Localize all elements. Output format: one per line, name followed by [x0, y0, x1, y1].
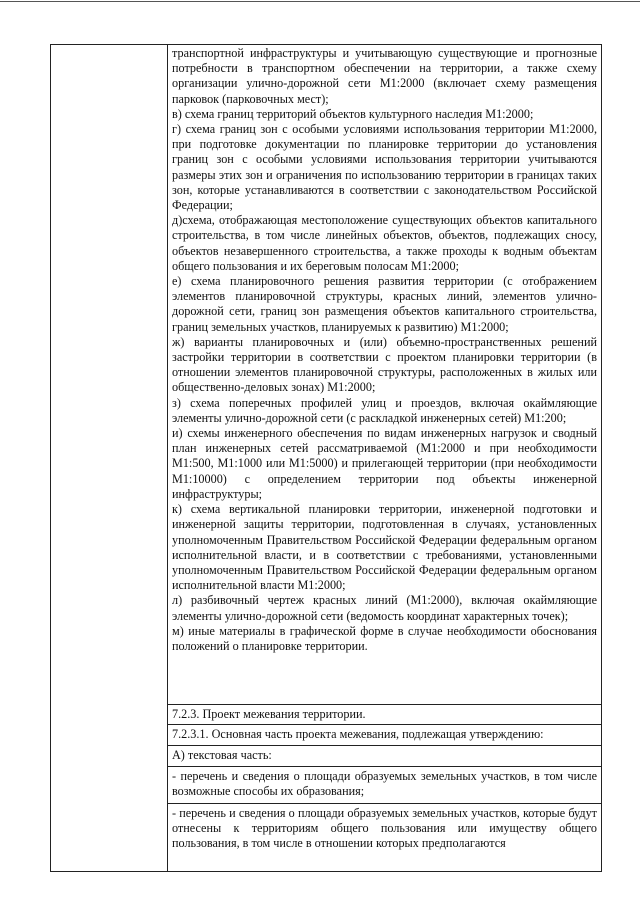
- list-item-cell: [168, 804, 601, 871]
- paragraph: и) схемы инженерного обеспечения по видам инженерных нагрузок и сводный план инженерных сетей рассматриваемой (М1:2000 и при необходимости М1:500, М1:1000 или М1:5000) и прилегающей территории (при необходимости М1:10000) с определением территории под объекты инженерной инфраструктуры;: [172, 426, 597, 501]
- list-item-cell: [168, 767, 601, 804]
- text-part-cell: [168, 746, 601, 767]
- paragraph: ж) варианты планировочных и (или) объемно-пространственных решений застройки территории в соответствии с проектом планировки территории (в отношении элементов планировочной структуры, расположенных в жилых или общественно-деловых зонах) М1:2000;: [172, 334, 597, 395]
- text-part-heading: А) текстовая часть:: [172, 748, 272, 762]
- list-item: - перечень и сведения о площади образуемых земельных участков, в том числе возможные способы их образования;: [172, 769, 597, 799]
- paragraph: г) схема границ зон с особыми условиями использования территории М1:2000, при подготовке документации по планировке территории до установления границ зон с особыми условиями использования территории учитываются размеры этих зон и ограничения по использованию территории в границах таких зон, которые устанавливаются в соответствии с законодательством Российской Федерации;: [172, 122, 597, 213]
- paragraph: д)схема, отображающая местоположение существующих объектов капитального строительства, в том числе линейных объектов, объектов, подлежащих сносу, объектов незавершенного строительства, а также проходы к водным объектам общего пользования и их береговым полосам М1:2000;: [172, 213, 597, 273]
- content-cell-graphics: [168, 45, 601, 705]
- subsection-heading-cell: [168, 725, 601, 746]
- paragraph: з) схема поперечных профилей улиц и проездов, включая окаймляющие элементы улично-дорожной сети (с раскладкой инженерных сетей) М1:200;: [172, 395, 597, 425]
- section-heading-cell: [168, 705, 601, 725]
- paragraph: м) иные материалы в графической форме в случае необходимости обоснования положений о планировке территории.: [172, 623, 597, 653]
- paragraph: е) схема планировочного решения развития территории (с отображением элементов планировочной структуры, красных линий, элементов улично-дорожной сети, границ зон размещения объектов капитального строительства, границ земельных участков, планируемых к развитию) М1:2000;: [172, 274, 597, 334]
- list-item: - перечень и сведения о площади образуемых земельных участков, которые будут отнесены к территориям общего пользования или имуществу общего пользования, в том числе в отношении которых предполагаются: [172, 806, 597, 851]
- paragraph: л) разбивочный чертеж красных линий (М1:2000), включая окаймляющие элементы улично-дорожной сети (ведомость координат характерных точек);: [172, 593, 597, 623]
- paragraph: к) схема вертикальной планировки территории, инженерной подготовки и инженерной защиты территории, подготовленная в случаях, установленных уполномоченным Правительством Российской Федерации федеральным органом исполнительной власти, и в соответствии с требованиями, установленными уполномоченным Правительством Российской Федерации федеральным органом исполнительной власти М1:2000;: [172, 502, 597, 593]
- paragraph: транспортной инфраструктуры и учитывающую существующие и прогнозные потребности в транспортном обеспечении на территории, а также схему организации улично-дорожной сети М1:2000 (включает схему размещения парковок (парковочных мест);: [172, 46, 597, 106]
- left-column: [51, 45, 168, 871]
- section-heading: 7.2.3. Проект межевания территории.: [172, 707, 366, 721]
- page-top-rule: [0, 1, 640, 2]
- right-column: [168, 45, 601, 871]
- paragraph: в) схема границ территорий объектов культурного наследия М1:2000;: [172, 106, 534, 121]
- document-table: [50, 44, 602, 872]
- subsection-heading: 7.2.3.1. Основная часть проекта межевания, подлежащая утверждению:: [172, 727, 544, 741]
